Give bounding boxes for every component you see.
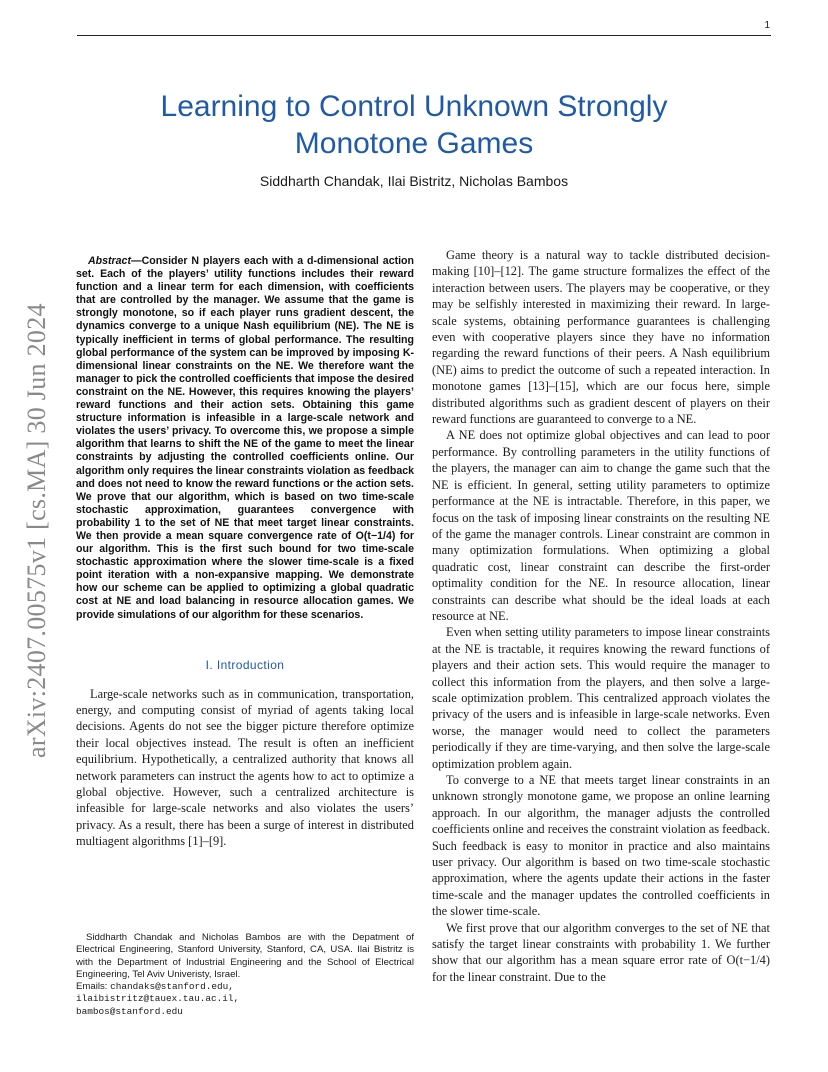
emails — [76, 981, 414, 1018]
email-link[interactable]: bambos@stanford.edu — [76, 1005, 183, 1017]
body-paragraph: Game theory is a natural way to tackle distributed decision-making [10]–[12]. The game structure formalizes the effect of the interaction between users. The players may be cooperative, or they may be selfishly interested in maximizing their reward. In large-scale systems, obtaining performance guarantees is challenging even with cooperative players since they have no information regarding the reward functions of their peers. A Nash equilibrium (NE) aims to predict the outcome of such a repeated interaction. In monotone games [13]–[15], which are our focus here, simple distributed algorithms such as gradient descent of players on their reward functions are guaranteed to converge to a NE. — [432, 248, 770, 427]
affiliation-text: Siddharth Chandak and Nicholas Bambos are with the Depatment of Electrical Engineering, Stanford University, Stanford, CA, USA. Ilai Bistritz is with the Department of Industrial Engineering and the School of Electrical Engineering, Tel Aviv Univeristy, Israel. — [76, 932, 414, 980]
body-paragraph: We first prove that our algorithm converges to the set of NE that satisfy the target linear constraints with probability 1. We further show that our algorithm has a mean square error rate of O(t−1/4) for the linear constraint. Due to the — [432, 920, 770, 984]
body-paragraph: Even when setting utility parameters to impose linear constraints at the NE is tractable, it requires knowing the reward functions of players and their action sets. This would require the manager to collect this information from the players, and then solve a large-scale optimization problem. This centralized approach violates the privacy of the users and is infeasible in large-scale networks. Even worse, the manager would need to collect the parameters periodically if they are time-varying, and then solve the large-scale optimization problem again. — [432, 625, 770, 771]
right-column — [432, 247, 770, 985]
section-heading-introduction: I. Introduction — [205, 657, 285, 672]
paper-title: Learning to Control Unknown Strongly Monotone Games — [160, 90, 668, 160]
body-paragraph: A NE does not optimize global objectives and can lead to poor performance. By controlling parameters in the utility functions of the players, the manager can aim to change the game such that the NE is efficient. In general, setting utility parameters to optimize performance at the NE is intractable. Therefore, in this paper, we focus on the task of imposing linear constraints on the resulting NE of the game the manager controls. Linear constraint are common in many optimization formulations. When optimizing a global quadratic cost, linear constraint can describe the first-order optimality condition for the NE. In resource allocation, linear constraints can describe what should be the ideal loads at each resource at NE. — [432, 428, 770, 623]
abstract-label: Abstract— — [88, 255, 142, 267]
body-paragraph: To converge to a NE that meets target linear constraints in an unknown strongly monotone game, we propose an online learning approach. In our algorithm, the manager adjusts the controlled coefficients online and receives the constraint violation as feedback. Such feedback is easy to monitor in practice and also maintains user privacy. Our algorithm is based on two time-scale stochastic approximation, where the agents update their actions in the faster time-scale and the manager updates the controlled coefficients in the slower time-scale. — [432, 773, 770, 919]
affiliation-footnote — [76, 932, 414, 1018]
arxiv-identifier: arXiv:2407.00575v1 [cs.MA] 30 Jun 2024 — [22, 303, 51, 758]
emails-label: Emails: — [76, 981, 108, 993]
intro-paragraph: Large-scale networks such as in communication, transportation, energy, and computing consist of myriad of agents taking local decisions. Agents do not see the bigger picture therefore optimize their local objectives instead. The result is often an inefficient equilibrium. Hypothetically, a centralized authority that knows all network parameters can instruct the agents how to act to optimize a global objective. However, such a centralized architecture is infeasible for large-scale networks and also violates the users’ privacy. As a result, there has been a surge of interest in distributed multiagent algorithms [1]–[9]. — [76, 686, 414, 849]
abstract-text: Consider N players each with a d-dimensional action set. Each of the players’ utility functions includes their reward function and a linear term for each dimension, with coefficients that are controlled by the manager. We assume that the game is strongly monotone, so if each player runs gradient descent, the dynamics converge to a unique Nash equilibrium (NE). The NE is typically inefficient in terms of global performance. The resulting global performance of the system can be improved by imposing K-dimensional linear constraints on the NE. We therefore want the manager to pick the controlled coefficients that impose the desired constraint on the NE. However, this requires knowing the players’ reward functions and their action sets. Obtaining this game structure information is infeasible in a large-scale network and violates the users’ privacy. To overcome this, we propose a simple algorithm that learns to shift the NE of the game to meet the linear constraints by adjusting the controlled coefficients online. Our algorithm only requires the linear constraints violation as feedback and does not need to know the reward functions or the action sets. We prove that our algorithm, which is based on two time-scale stochastic approximation, guarantees convergence with probability 1 to the set of NE that meet target linear constraints. We then provide a mean square convergence rate of O(t−1/4) for our algorithm. This is the first such bound for two time-scale stochastic approximation where the slower time-scale is a fixed point iteration with a non-expansive mapping. We demonstrate how our scheme can be applied to optimizing a global quadratic cost at NE and load balancing in resource allocation games. We provide simulations of our algorithm for these scenarios. — [76, 255, 414, 621]
left-column — [76, 255, 414, 850]
page-number: 1 — [764, 20, 770, 31]
abstract — [76, 255, 414, 622]
email-link[interactable]: ilaibistritz@tauex.tau.ac.il, — [76, 993, 240, 1005]
author-list: Siddharth Chandak, Ilai Bistritz, Nicholas Bambos — [259, 173, 569, 189]
email-link[interactable]: chandaks@stanford.edu, — [110, 981, 234, 993]
header-rule — [77, 35, 771, 36]
